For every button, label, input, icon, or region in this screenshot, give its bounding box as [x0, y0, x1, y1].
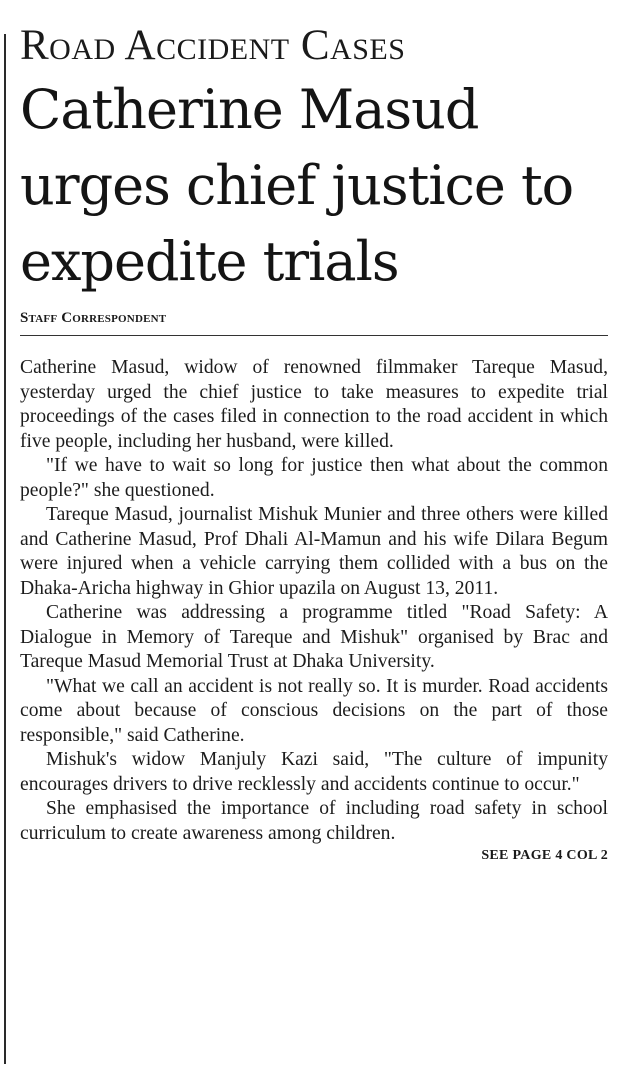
section-kicker: Road Accident Cases — [20, 22, 406, 69]
paragraph: "What we call an accident is not really so. It is murder. Road accidents come about because of conscious decisions on the part of those responsible," said Catherine. — [20, 675, 608, 746]
paragraph: Catherine Masud, widow of renowned filmmaker Tareque Masud, yesterday urged the chief justice to take measures to expedite trial proceedings of the cases filed in connection to the road accident in which five people, including her husband, were killed. — [20, 357, 608, 452]
paragraph: Catherine was addressing a programme titled "Road Safety: A Dialogue in Memory of Tareque and Mishuk" organised by Brac and Tareque Masud Memorial Trust at Dhaka University. — [20, 602, 608, 672]
paragraph: Mishuk's widow Manjuly Kazi said, "The culture of impunity encourages drivers to drive recklessly and accidents continue to occur." — [20, 749, 608, 795]
article-body — [20, 356, 608, 846]
byline: Staff Correspondent — [20, 310, 608, 336]
column-rule — [4, 34, 6, 1064]
news-article — [20, 22, 610, 864]
continuation-note: SEE PAGE 4 COL 2 — [481, 848, 608, 863]
headline: Catherine Masud urges chief justice to expedite trials — [20, 78, 574, 293]
paragraph: She emphasised the importance of including road safety in school curriculum to create awareness among children. — [20, 798, 608, 844]
paragraph: "If we have to wait so long for justice then what about the common people?" she questioned. — [20, 455, 608, 501]
paragraph: Tareque Masud, journalist Mishuk Munier and three others were killed and Catherine Masud, Prof Dhali Al-Mamun and his wife Dilara Begum were injured when a vehicle carrying them collided with a bus on the Dhaka-Aricha highway in Ghior upazila on August 13, 2011. — [20, 504, 608, 599]
